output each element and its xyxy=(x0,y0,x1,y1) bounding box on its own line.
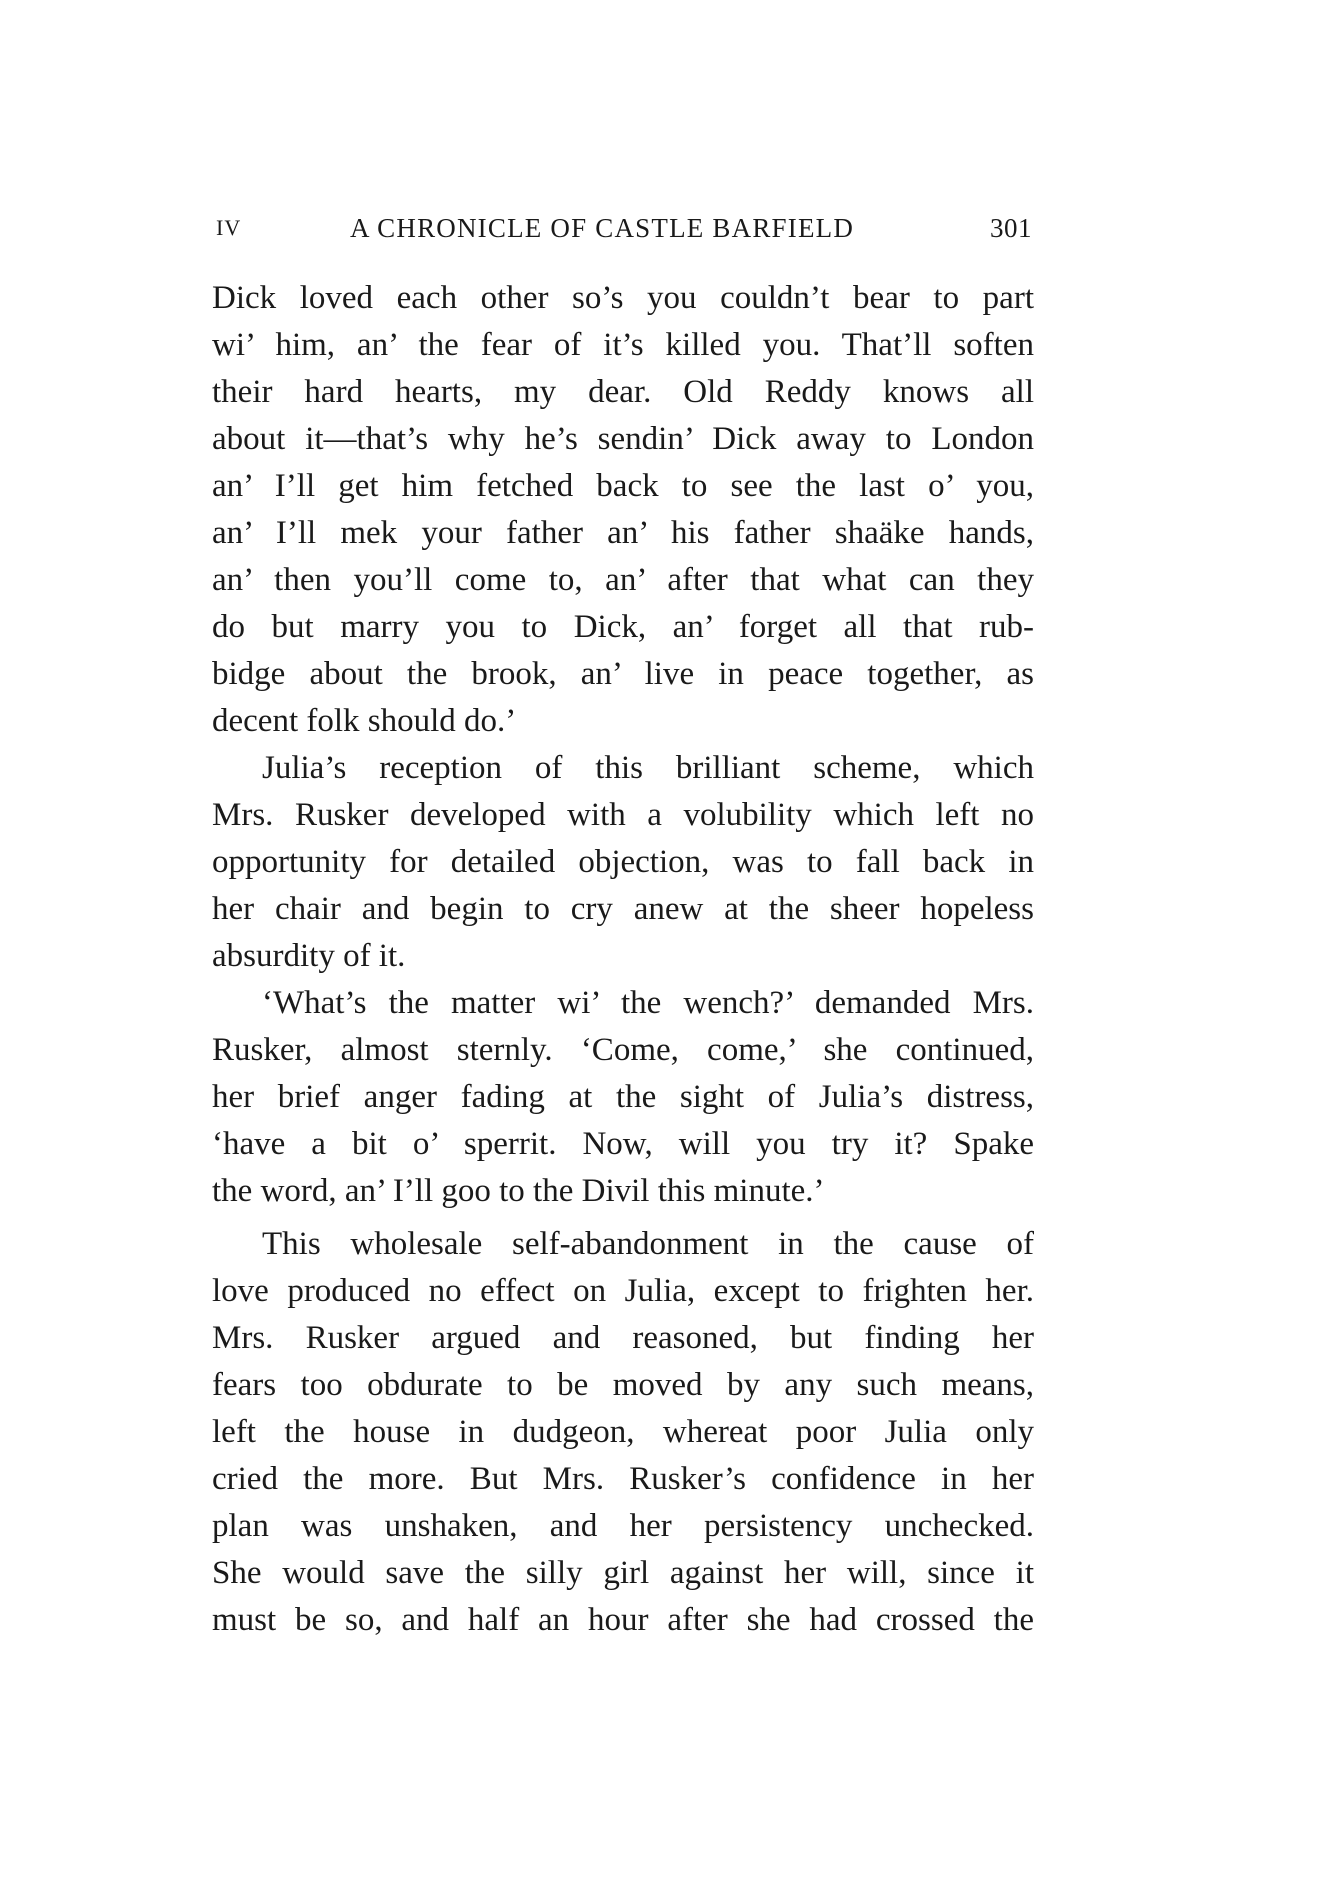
text-line: Mrs. Rusker developed with a volubility which left no xyxy=(212,797,1034,833)
text-line: an’ then you’ll come to, an’ after that what can they xyxy=(212,562,1034,598)
text-line: must be so, and half an hour after she had crossed the xyxy=(212,1602,1034,1638)
text-line: their hard hearts, my dear. Old Reddy knows all xyxy=(212,374,1034,410)
text-line: decent folk should do.’ xyxy=(212,703,517,739)
text-line: an’ I’ll mek your father an’ his father shaäke hands, xyxy=(212,515,1034,551)
text-line: ‘have a bit o’ sperrit. Now, will you try it? Spake xyxy=(212,1126,1034,1162)
text-line: ‘What’s the matter wi’ the wench?’ demanded Mrs. xyxy=(262,985,1034,1021)
text-line: Julia’s reception of this brilliant scheme, which xyxy=(262,750,1034,786)
text-line: absurdity of it. xyxy=(212,938,406,974)
text-line: her brief anger fading at the sight of Julia’s distress, xyxy=(212,1079,1034,1115)
text-line: love produced no effect on Julia, except to frighten her. xyxy=(212,1273,1034,1309)
text-line: an’ I’ll get him fetched back to see the last o’ you, xyxy=(212,468,1034,504)
text-line: Dick loved each other so’s you couldn’t bear to part xyxy=(212,280,1034,316)
chapter-number: IV xyxy=(216,215,242,240)
text-line: Rusker, almost sternly. ‘Come, come,’ she continued, xyxy=(212,1032,1034,1068)
text-line: plan was unshaken, and her persistency unchecked. xyxy=(212,1508,1034,1544)
text-line: fears too obdurate to be moved by any such means, xyxy=(212,1367,1034,1403)
text-line: about it—that’s why he’s sendin’ Dick away to London xyxy=(212,421,1034,457)
text-line: the word, an’ I’ll goo to the Divil this minute.’ xyxy=(212,1173,825,1209)
text-line: left the house in dudgeon, whereat poor Julia only xyxy=(212,1414,1034,1450)
text-line: wi’ him, an’ the fear of it’s killed you. That’ll soften xyxy=(212,327,1034,363)
text-line: do but marry you to Dick, an’ forget all that rub- xyxy=(212,609,1034,645)
page-number: 301 xyxy=(990,213,1032,243)
text-line: opportunity for detailed objection, was to fall back in xyxy=(212,844,1034,880)
text-line: her chair and begin to cry anew at the sheer hopeless xyxy=(212,891,1034,927)
running-header xyxy=(212,213,1034,253)
text-line: Mrs. Rusker argued and reasoned, but finding her xyxy=(212,1320,1034,1356)
text-line: bidge about the brook, an’ live in peace together, as xyxy=(212,656,1034,692)
running-title: A CHRONICLE OF CASTLE BARFIELD xyxy=(350,213,855,243)
text-line: She would save the silly girl against her will, since it xyxy=(212,1555,1034,1591)
body-text xyxy=(212,275,1034,1644)
text-line: cried the more. But Mrs. Rusker’s confidence in her xyxy=(212,1461,1034,1497)
text-line: This wholesale self-abandonment in the cause of xyxy=(262,1226,1034,1262)
